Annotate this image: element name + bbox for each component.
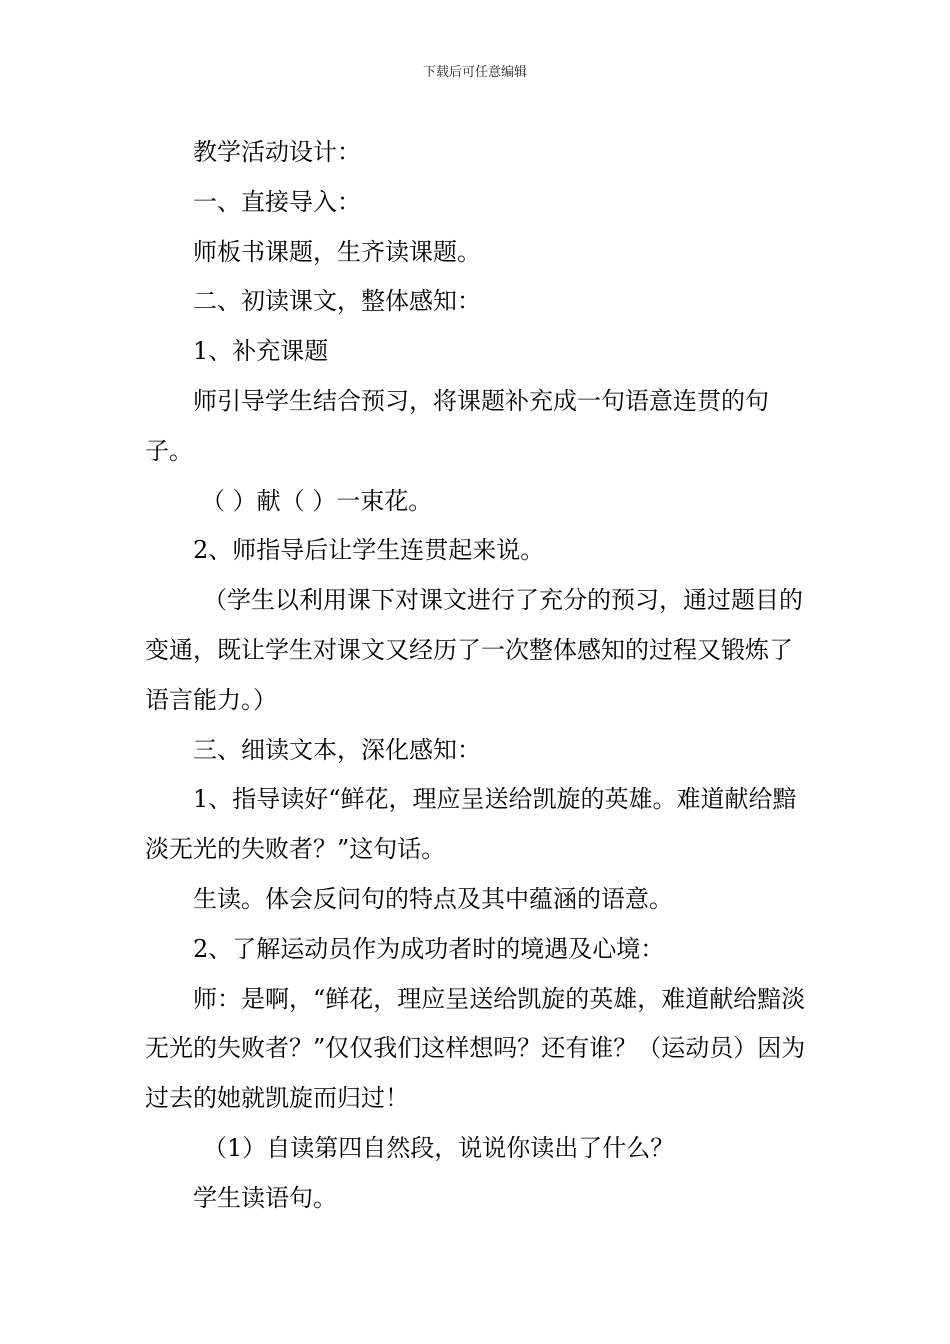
paragraph-section-three: 三、细读文本，深化感知： (193, 735, 481, 764)
document-body (145, 128, 809, 1224)
paragraph: 师板书课题，生齐读课题。 (193, 237, 481, 266)
paragraph: 师：是啊，“鲜花，理应呈送给凯旋的英雄，难道献给黯淡无光的失败者？”仅仅我们这样想吗？还有谁？（运动员）因为过去的她就凯旋而归过！ (145, 984, 806, 1113)
paragraph: 2、了解运动员作为成功者时的境遇及心境： (193, 934, 665, 963)
paragraph: 学生读语句。 (193, 1183, 337, 1212)
paragraph-teaching-design-title: 教学活动设计： (193, 138, 361, 166)
paragraph: 师引导学生结合预习，将课题补充成一句语意连贯的句子。 (145, 386, 769, 465)
paragraph-section-two: 二、初读课文，整体感知： (193, 287, 481, 316)
paragraph: 生读。体会反问句的特点及其中蕴涵的语意。 (193, 884, 673, 913)
page-header: 下载后可任意编辑 (422, 65, 527, 80)
paragraph: 1、补充课题 (193, 337, 329, 366)
paragraph: 2、师指导后让学生连贯起来说。 (193, 536, 545, 565)
paragraph-fill-blank: （ ）献（ ）一束花。 (201, 486, 433, 515)
paragraph: （1）自读第四自然段，说说你读出了什么？ (203, 1133, 675, 1162)
paragraph-note: （学生以利用课下对课文进行了充分的预习，通过题目的变通，既让学生对课文又经历了一次整体感知的过程又锻炼了语言能力。） (145, 586, 803, 714)
paragraph: 1、指导读好“鲜花，理应呈送给凯旋的英雄。难道献给黯淡无光的失败者？”这句话。 (145, 785, 797, 864)
paragraph-section-one: 一、直接导入： (193, 187, 361, 216)
